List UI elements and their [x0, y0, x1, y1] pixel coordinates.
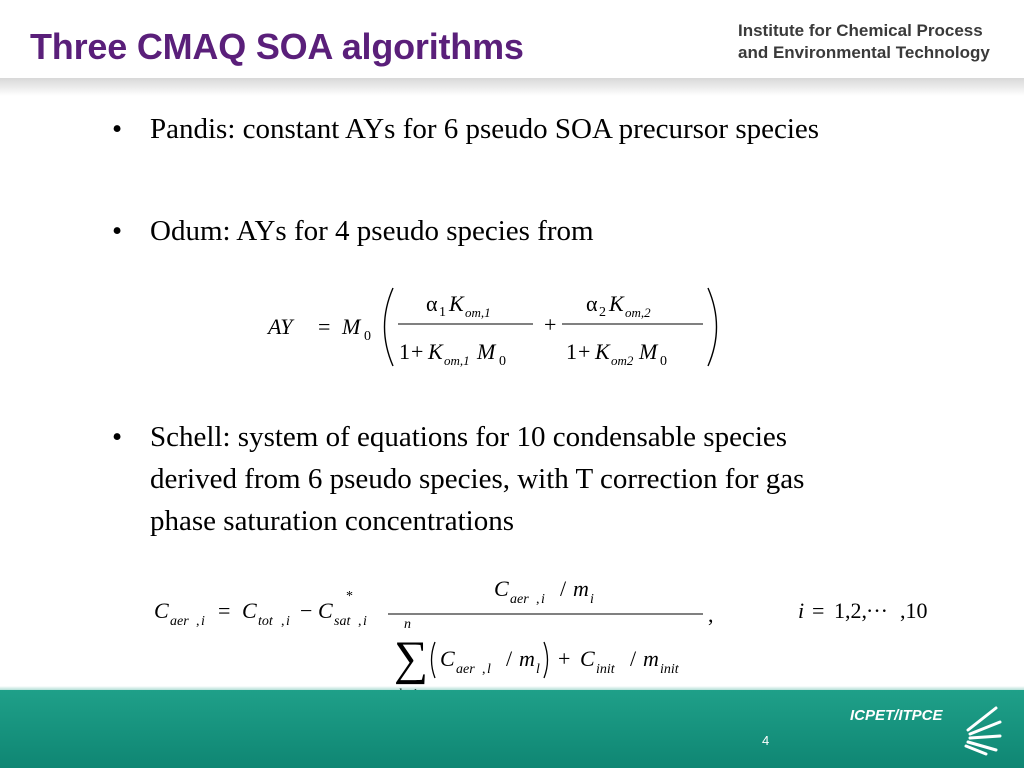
odum-equation-svg [268, 280, 738, 375]
svg-text:,: , [281, 614, 285, 629]
svg-text:C: C [580, 646, 595, 671]
bullet-text-line-3: phase saturation concentrations [150, 505, 514, 537]
svg-text:n: n [404, 617, 411, 632]
svg-text:0: 0 [364, 329, 371, 344]
logo-sunburst-svg [958, 700, 1004, 756]
svg-text:,: , [708, 602, 714, 627]
svg-text:=: = [812, 598, 825, 623]
svg-text:,: , [358, 614, 362, 629]
svg-text:C: C [318, 598, 333, 623]
logo-sunburst-icon [958, 700, 1004, 761]
logo-text: ICPET/ITPCE [850, 707, 943, 724]
svg-text:−: − [300, 598, 313, 623]
svg-text:C: C [242, 598, 257, 623]
svg-text:m: m [519, 646, 535, 671]
page-number: 4 [762, 733, 770, 748]
svg-text:1,2,: 1,2, [834, 598, 867, 623]
bullet-text-line-1: Schell: system of equations for 10 condensable species [150, 421, 788, 453]
svg-text:···: ··· [866, 598, 888, 623]
svg-text:om,1: om,1 [444, 353, 470, 368]
svg-text:1: 1 [439, 305, 446, 320]
svg-text:/: / [506, 646, 513, 671]
svg-text:C: C [440, 646, 455, 671]
svg-text:,10: ,10 [900, 598, 928, 623]
svg-text:K: K [595, 339, 610, 364]
bullet-marker: • [112, 421, 123, 453]
svg-text:,: , [482, 662, 486, 677]
svg-text:/: / [560, 576, 567, 601]
svg-text:2: 2 [599, 305, 606, 320]
svg-text:om,1: om,1 [465, 305, 491, 320]
svg-text:K: K [609, 291, 624, 316]
svg-text:+: + [558, 646, 571, 671]
slide-title: Three CMAQ SOA algorithms [30, 26, 524, 67]
svg-text:m: m [643, 646, 659, 671]
svg-text:aer: aer [456, 662, 475, 677]
svg-text:α: α [586, 291, 598, 316]
svg-text:i: i [286, 614, 290, 629]
svg-text:C: C [154, 598, 169, 623]
svg-text:M: M [639, 339, 658, 364]
svg-text:i: i [201, 614, 205, 629]
bullet-marker: • [112, 113, 123, 145]
svg-text:=: = [318, 314, 331, 339]
bullet-text: Pandis: constant AYs for 6 pseudo SOA precursor species [150, 113, 820, 145]
svg-text:M: M [477, 339, 496, 364]
institute-name [738, 20, 990, 64]
bullet-pandis [112, 108, 820, 150]
odum-equation [268, 280, 738, 380]
svg-text:,: , [196, 614, 200, 629]
svg-text:1: 1 [566, 339, 577, 364]
svg-text:sat: sat [334, 614, 351, 629]
svg-text:K: K [428, 339, 443, 364]
svg-text:0: 0 [499, 354, 506, 369]
svg-text:i: i [590, 592, 594, 607]
svg-text:om2: om2 [611, 353, 634, 368]
svg-text:om,2: om,2 [625, 305, 651, 320]
bullet-schell [112, 416, 805, 542]
svg-text:1: 1 [399, 339, 410, 364]
svg-text:AY: AY [268, 314, 293, 339]
institute-line-1: Institute for Chemical Process [738, 21, 983, 40]
bullet-text: Odum: AYs for 4 pseudo species from [150, 215, 594, 247]
svg-text:=: = [218, 598, 231, 623]
svg-text:+: + [411, 339, 424, 364]
svg-text:0: 0 [660, 354, 667, 369]
svg-text:init: init [660, 662, 679, 677]
svg-text:+: + [544, 312, 557, 337]
institute-line-2: and Environmental Technology [738, 43, 990, 62]
svg-text:+: + [578, 339, 591, 364]
svg-text:aer: aer [170, 614, 189, 629]
header-shadow [0, 78, 1024, 96]
svg-text:α: α [426, 291, 438, 316]
svg-text:l: l [487, 662, 491, 677]
svg-text:i: i [541, 592, 545, 607]
svg-text:,: , [536, 592, 540, 607]
bullet-odum [112, 210, 594, 252]
svg-text:l: l [536, 662, 540, 677]
svg-text:i: i [798, 598, 805, 623]
svg-text:C: C [494, 576, 509, 601]
svg-text:*: * [346, 589, 353, 604]
footer-bar [0, 690, 1024, 768]
svg-text:aer: aer [510, 592, 529, 607]
svg-text:∑: ∑ [394, 632, 429, 685]
svg-text:m: m [573, 576, 589, 601]
svg-text:K: K [449, 291, 464, 316]
svg-text:/: / [630, 646, 637, 671]
svg-text:init: init [596, 662, 615, 677]
svg-text:i: i [363, 614, 367, 629]
bullet-marker: • [112, 215, 123, 247]
bullet-text-line-2: derived from 6 pseudo species, with T correction for gas [150, 463, 805, 495]
svg-text:M: M [342, 314, 361, 339]
svg-text:tot: tot [258, 614, 273, 629]
